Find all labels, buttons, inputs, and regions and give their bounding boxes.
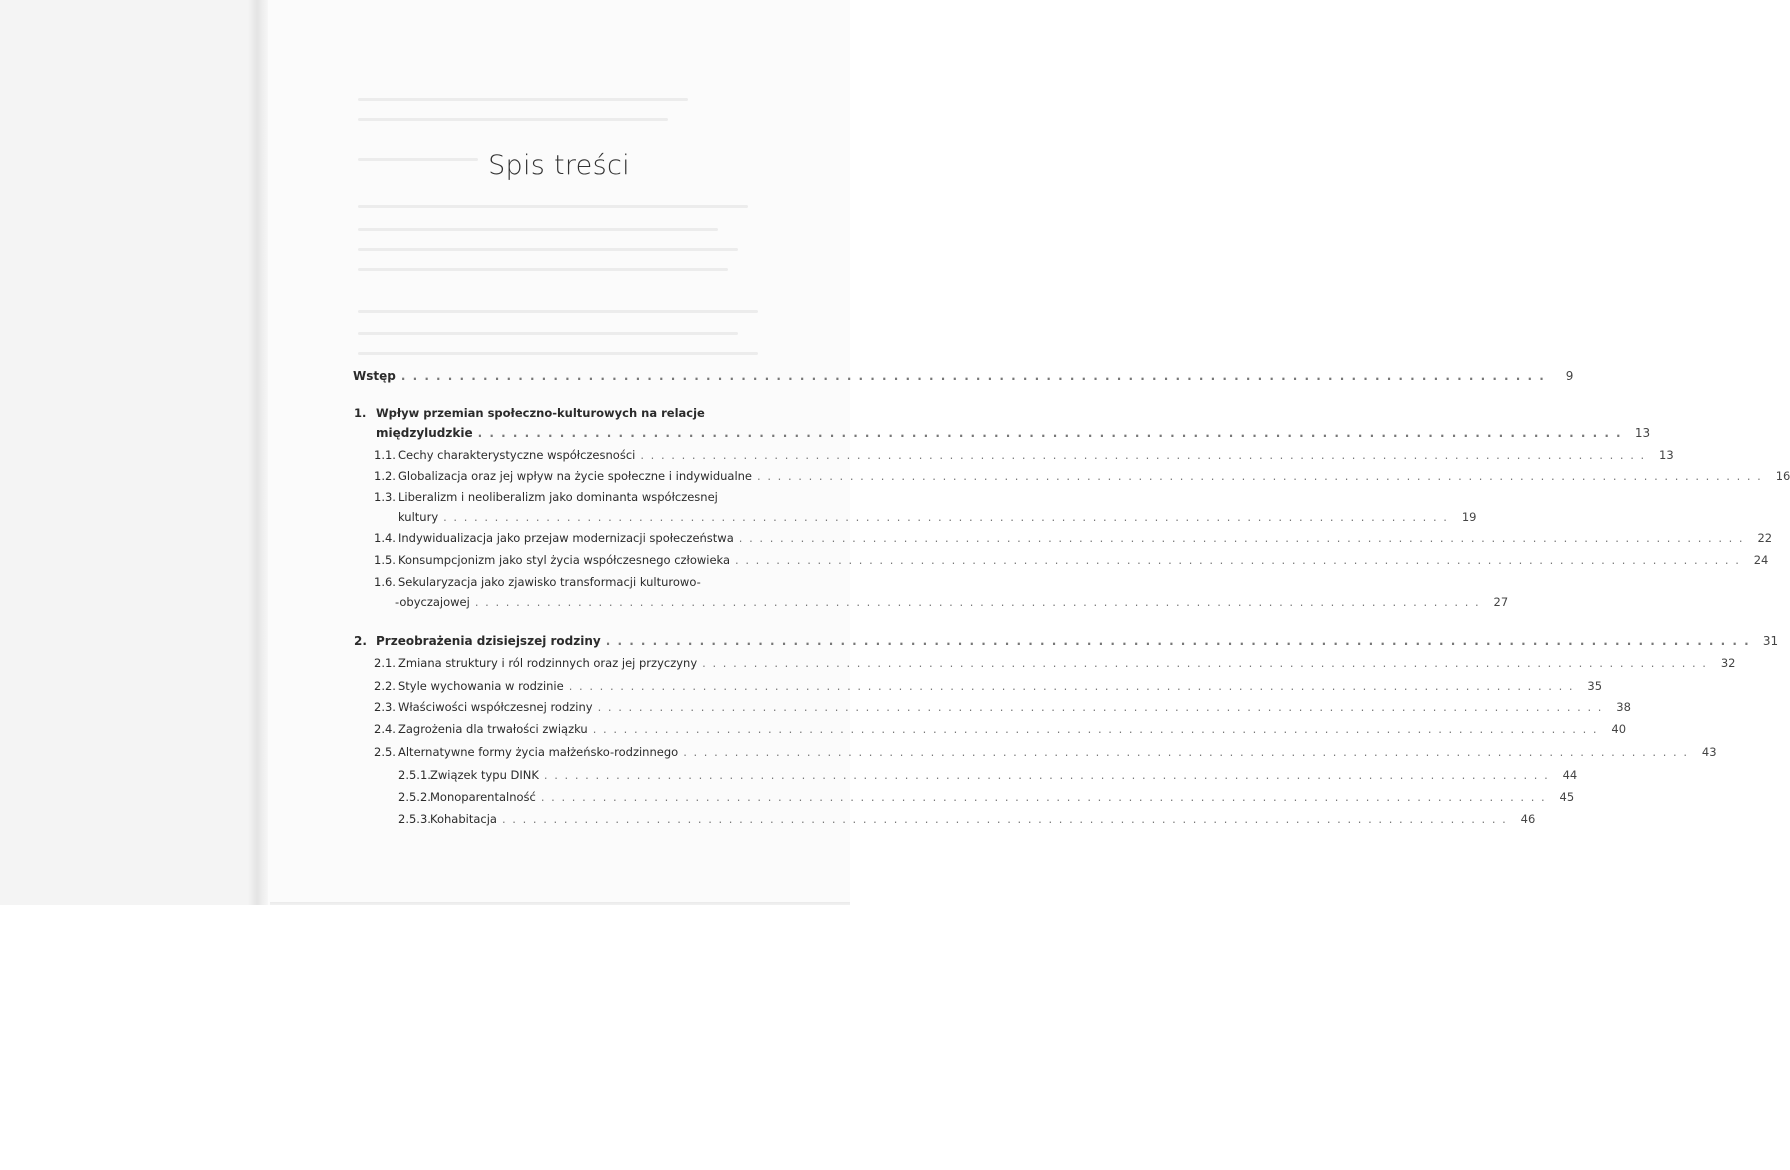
toc-chapter-number: 2. <box>354 634 367 648</box>
toc-entry-title-line2: kultury <box>398 510 439 524</box>
toc-section-number: 1.6. <box>374 575 396 589</box>
toc-entry-2-5-3 <box>398 812 1536 826</box>
toc-entry-2-4 <box>374 722 1627 736</box>
toc-entry-chapter-1 <box>376 426 1651 440</box>
toc-entry-title: Kohabitacja <box>430 812 497 826</box>
dot-leader <box>606 634 1750 648</box>
toc-entry-title: Globalizacja oraz jej wpływ na życie społeczne i indywidualne <box>398 469 753 483</box>
dot-leader <box>593 722 1598 736</box>
toc-page-number: 45 <box>1559 790 1575 804</box>
toc-chapter-title-line1: Wpływ przemian społeczno-kulturowych na relacje <box>376 406 705 420</box>
dot-leader <box>541 790 1546 804</box>
toc-entry-title: Zmiana struktury i ról rodzinnych oraz jej przyczyny <box>398 656 698 670</box>
toc-page-number: 9 <box>1565 369 1574 383</box>
bleed-through-line <box>358 205 748 208</box>
toc-entry-title: Style wychowania w rodzinie <box>398 679 564 693</box>
toc-entry-title: Przeobrażenia dzisiejszej rodziny <box>376 634 601 648</box>
scan-background-bottom <box>0 905 850 1170</box>
toc-entry-2-2 <box>374 679 1603 693</box>
bleed-through-line <box>358 228 718 231</box>
toc-page-number: 44 <box>1562 768 1578 782</box>
bleed-through-line <box>358 98 688 101</box>
toc-section-number: 2.5.3. <box>398 812 431 826</box>
toc-entry-title: Związek typu DINK <box>430 768 539 782</box>
toc-section-number: 2.1. <box>374 656 396 670</box>
bleed-through-line <box>358 332 738 335</box>
toc-page-number: 46 <box>1520 812 1536 826</box>
toc-entry-1-2 <box>374 469 1790 483</box>
toc-page-number: 40 <box>1611 722 1627 736</box>
toc-entry-title: Alternatywne formy życia małżeńsko-rodzinnego <box>398 745 679 759</box>
toc-section-number: 1.3. <box>374 490 396 504</box>
toc-section-number: 1.2. <box>374 469 396 483</box>
toc-entry-title: Monoparentalność <box>430 790 536 804</box>
toc-entry-1-3 <box>398 510 1477 524</box>
toc-page-number: 19 <box>1461 510 1477 524</box>
toc-page-number: 16 <box>1775 469 1790 483</box>
toc-section-number: 2.5. <box>374 745 396 759</box>
toc-entry-title: Konsumpcjonizm jako styl życia współczesnego człowieka <box>398 553 731 567</box>
bleed-through-line <box>358 248 738 251</box>
toc-page-number: 35 <box>1587 679 1603 693</box>
toc-entry-title: Właściwości współczesnej rodziny <box>398 700 593 714</box>
toc-section-number: 2.3. <box>374 700 396 714</box>
toc-entry-title: Zagrożenia dla trwałości związku <box>398 722 588 736</box>
dot-leader <box>569 679 1574 693</box>
toc-entry-title: Wstęp <box>353 369 396 383</box>
dot-leader <box>478 426 1622 440</box>
toc-page-number: 32 <box>1720 656 1736 670</box>
bleed-through-line <box>358 352 758 355</box>
toc-entry-chapter-2 <box>354 634 1779 648</box>
toc-entry-2-1 <box>374 656 1736 670</box>
dot-leader <box>640 448 1645 462</box>
toc-section-number: 2.5.1. <box>398 768 431 782</box>
toc-page-number: 43 <box>1701 745 1717 759</box>
scan-background-left <box>0 0 262 905</box>
toc-entry-title-line2: -obyczajowej <box>395 595 470 609</box>
page-title: Spis treści <box>488 150 630 181</box>
dot-leader <box>443 510 1448 524</box>
bleed-through-line <box>358 118 668 121</box>
toc-page-number: 13 <box>1634 426 1651 440</box>
toc-page-number: 38 <box>1616 700 1631 714</box>
toc-entry-1-4 <box>374 531 1773 545</box>
dot-leader <box>598 700 1603 714</box>
toc-page-number: 13 <box>1659 448 1674 462</box>
dot-leader <box>735 553 1740 567</box>
toc-entry-title-line1: Sekularyzacja jako zjawisko transformacji kulturowo- <box>398 575 701 589</box>
toc-page-number: 24 <box>1753 553 1769 567</box>
toc-entry-1-1 <box>374 448 1674 462</box>
toc-entry-title: Indywidualizacja jako przejaw modernizacji społeczeństwa <box>398 531 734 545</box>
toc-section-number: 1.1. <box>374 448 396 462</box>
toc-entry-title: Cechy charakterystyczne współczesności <box>398 448 636 462</box>
toc-section-number: 2.4. <box>374 722 396 736</box>
dot-leader <box>475 595 1480 609</box>
bleed-through-line <box>358 310 758 313</box>
dot-leader <box>502 812 1507 826</box>
dot-leader <box>757 469 1762 483</box>
dot-leader <box>544 768 1549 782</box>
toc-page-number: 27 <box>1493 595 1509 609</box>
toc-chapter-number: 1. <box>354 406 367 420</box>
toc-chapter-title-line2: międzyludzkie <box>376 426 473 440</box>
toc-entry-2-5-1 <box>398 768 1578 782</box>
dot-leader <box>683 745 1688 759</box>
toc-section-number: 1.4. <box>374 531 396 545</box>
toc-entry-1-5 <box>374 553 1769 567</box>
toc-entry-2-3 <box>374 700 1631 714</box>
toc-section-number: 1.5. <box>374 553 396 567</box>
toc-page-number: 31 <box>1762 634 1779 648</box>
book-gutter <box>248 0 268 905</box>
toc-entry-2-5-2 <box>398 790 1575 804</box>
toc-section-number: 2.5.2. <box>398 790 431 804</box>
toc-entry-title-line1: Liberalizm i neoliberalizm jako dominanta współczesnej <box>398 490 718 504</box>
dot-leader <box>401 369 1545 383</box>
dot-leader <box>702 656 1707 670</box>
toc-page-number: 22 <box>1757 531 1773 545</box>
toc-section-number: 2.2. <box>374 679 396 693</box>
bleed-through-line <box>358 268 728 271</box>
toc-entry-1-6 <box>395 595 1509 609</box>
toc-entry-2-5 <box>374 745 1717 759</box>
dot-leader <box>739 531 1744 545</box>
toc-entry-wstep <box>353 369 1574 383</box>
